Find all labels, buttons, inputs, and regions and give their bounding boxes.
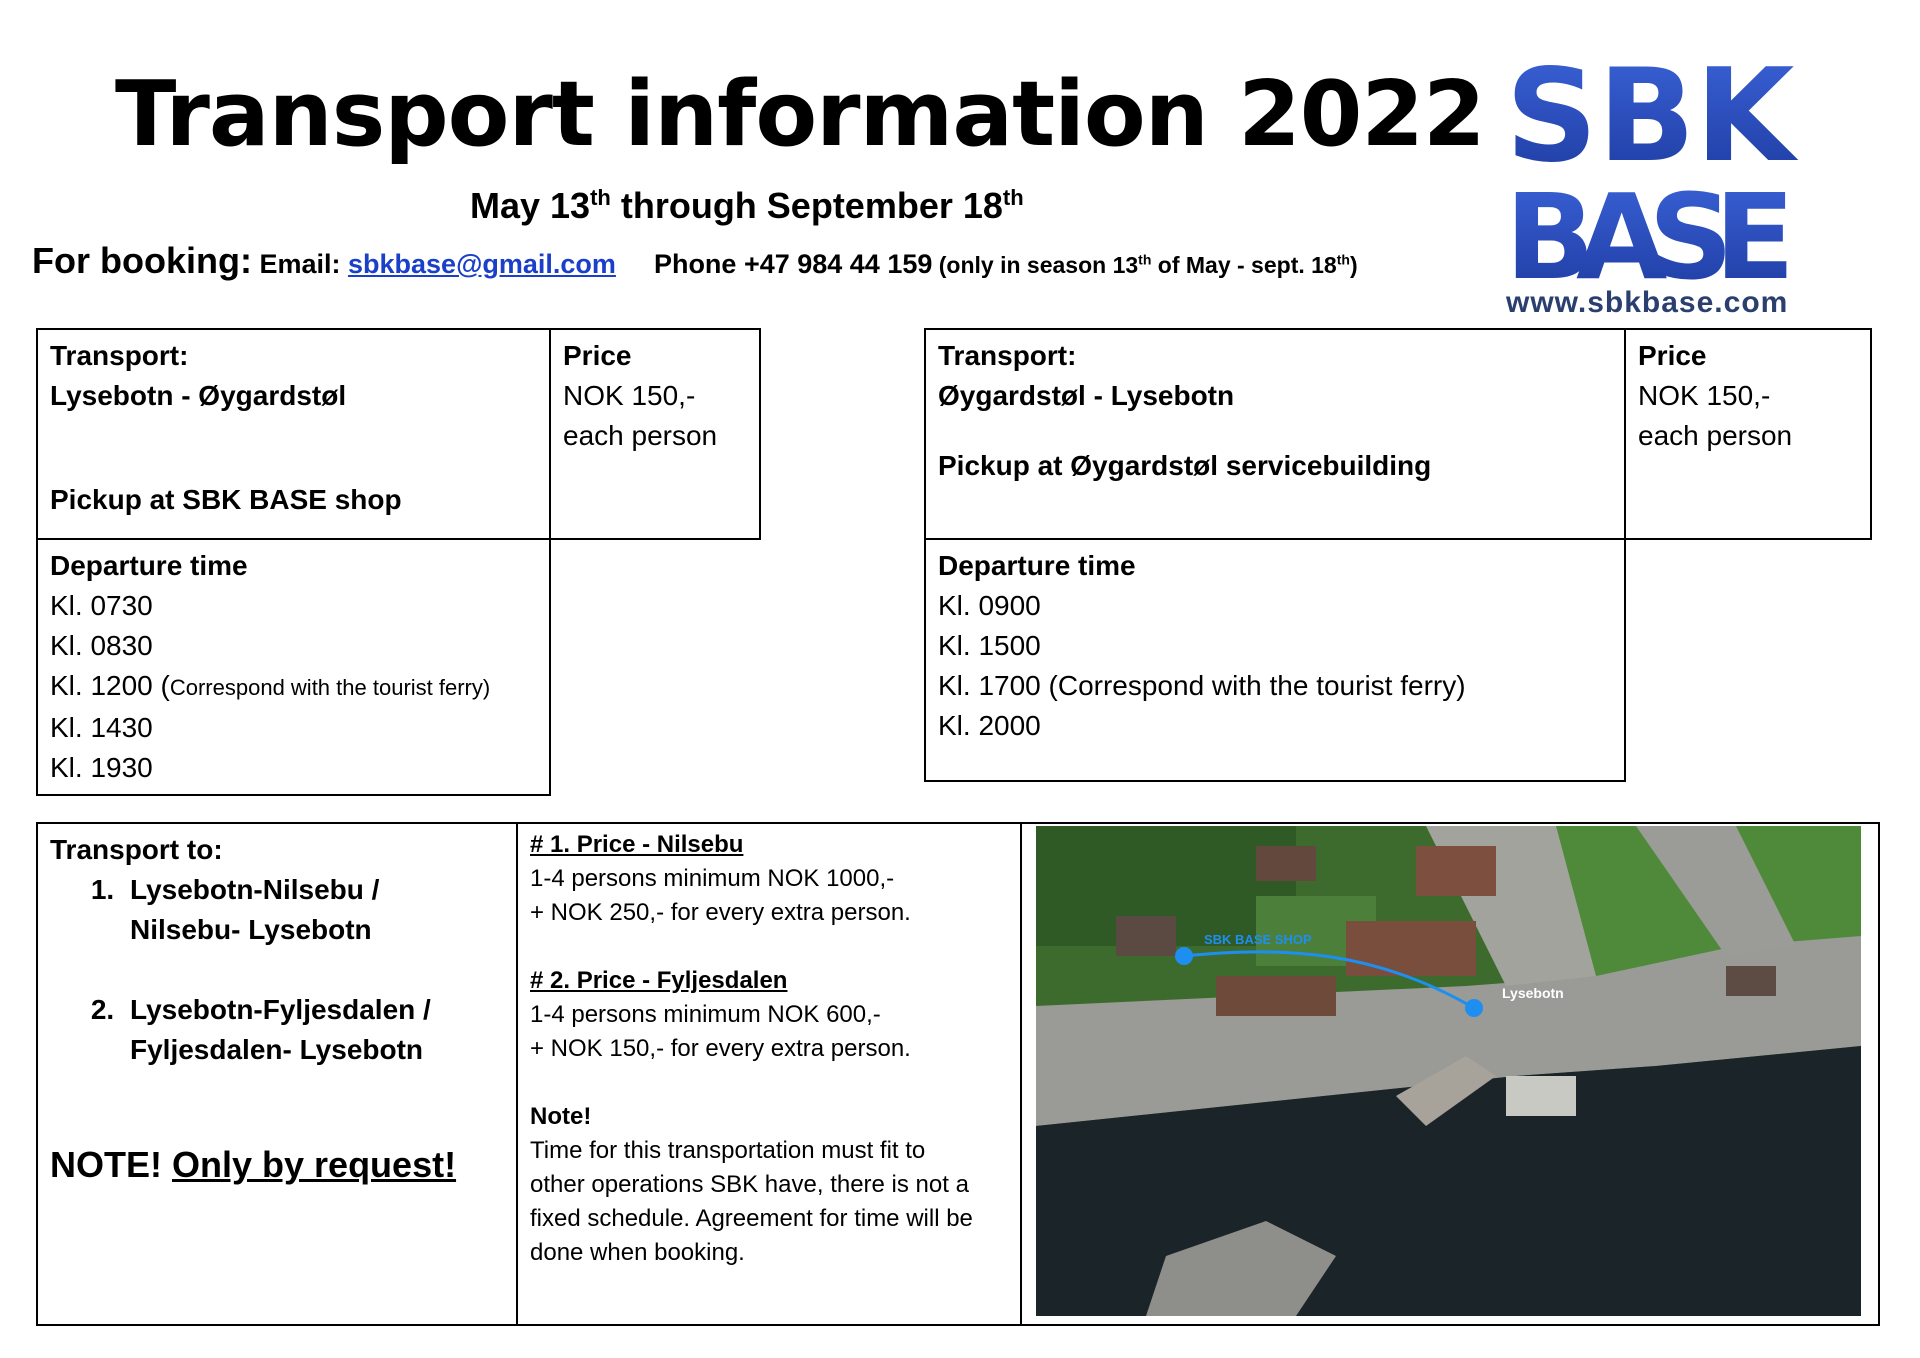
departure-label: Departure time [50, 550, 248, 581]
left-route-table [36, 328, 761, 796]
departure-time: Kl. 0830 [50, 630, 153, 661]
right-route-table [924, 328, 1872, 782]
logo-text-base: BASE [1505, 168, 1795, 285]
destination-item: 1. Lysebotn-Nilsebu / Nilsebu- Lysebotn [122, 870, 504, 950]
map-place-label: Lysebotn [1502, 985, 1564, 1001]
price-heading-fyljesdalen: # 2. Price - Fyljesdalen [530, 967, 788, 994]
route-name: Øygardstøl - Lysebotn [938, 380, 1235, 411]
right-route-cell [925, 329, 1625, 539]
sbk-base-logo [1500, 50, 1800, 330]
booking-info [32, 240, 1358, 282]
departure-time: Kl. 1200 (Correspond with the tourist ferry) [50, 670, 491, 701]
logo-graphic [1500, 50, 1800, 285]
request-note: NOTE! Only by request! [50, 1144, 457, 1185]
price-value: NOK 150,- [1638, 380, 1771, 411]
price-unit: each person [563, 420, 718, 451]
pickup-location: Pickup at SBK BASE shop [50, 484, 402, 515]
departure-label: Departure time [938, 550, 1136, 581]
phone-number: Phone +47 984 44 159 [653, 249, 933, 279]
logo-text-sbk: SBK [1505, 50, 1795, 191]
price-line: 1-4 persons minimum NOK 1000,- [530, 865, 895, 892]
note-line: done when booking. [530, 1239, 745, 1266]
departure-time: Kl. 1930 [50, 752, 153, 783]
empty-cell [1625, 539, 1871, 781]
transport-label: Transport: [50, 340, 189, 371]
left-price-cell [550, 329, 760, 539]
departure-time: Kl. 2000 [938, 710, 1041, 741]
departure-time: Kl. 0900 [938, 590, 1041, 621]
empty-cell [550, 539, 760, 795]
departure-time: Kl. 1700 (Correspond with the tourist ferry) [938, 670, 1466, 701]
price-heading-nilsebu: # 1. Price - Nilsebu [530, 831, 744, 858]
map-column [1022, 824, 1878, 1324]
logo-url: www.sbkbase.com [1506, 286, 1789, 319]
price-label: Price [563, 340, 632, 371]
destination-list [50, 870, 504, 1070]
transport-to-column [38, 824, 518, 1324]
map-shop-label: SBK BASE SHOP [1204, 932, 1312, 947]
departure-time: Kl. 0730 [50, 590, 153, 621]
transport-label: Transport: [938, 340, 1077, 371]
right-departure-cell [925, 539, 1625, 781]
note-line: fixed schedule. Agreement for time will be [530, 1205, 973, 1232]
email-link[interactable]: sbkbase@gmail.com [348, 249, 616, 279]
aerial-map [1036, 826, 1861, 1316]
price-label: Price [1638, 340, 1707, 371]
page-title: Transport information 2022 [115, 62, 1485, 167]
note-heading: Note! [530, 1103, 592, 1130]
note-line: other operations SBK have, there is not a [530, 1171, 969, 1198]
season-dates: May 13th through September 18th [470, 185, 1024, 226]
note-line: Time for this transportation must fit to [530, 1137, 926, 1164]
price-line: + NOK 250,- for every extra person. [530, 899, 911, 926]
season-note: (only in season 13th of May - sept. 18th) [932, 251, 1358, 278]
departure-time: Kl. 1500 [938, 630, 1041, 661]
price-value: NOK 150,- [563, 380, 696, 411]
departure-time: Kl. 1430 [50, 712, 153, 743]
special-transport-box [36, 822, 1880, 1326]
price-line: 1-4 persons minimum NOK 600,- [530, 1001, 881, 1028]
destination-item: 2. Lysebotn-Fyljesdalen / Fyljesdalen- Lysebotn [122, 990, 504, 1070]
route-name: Lysebotn - Øygardstøl [50, 380, 347, 411]
aerial-map-graphic [1036, 826, 1861, 1316]
right-price-cell [1625, 329, 1871, 539]
price-unit: each person [1638, 420, 1793, 451]
transport-to-label: Transport to: [50, 834, 223, 865]
email-label: Email: [251, 249, 348, 279]
left-route-cell [37, 329, 550, 539]
left-departure-cell [37, 539, 550, 795]
pricing-column [518, 824, 1022, 1324]
price-line: + NOK 150,- for every extra person. [530, 1035, 911, 1062]
booking-label: For booking: [32, 240, 252, 281]
pickup-location: Pickup at Øygardstøl servicebuilding [938, 450, 1432, 481]
